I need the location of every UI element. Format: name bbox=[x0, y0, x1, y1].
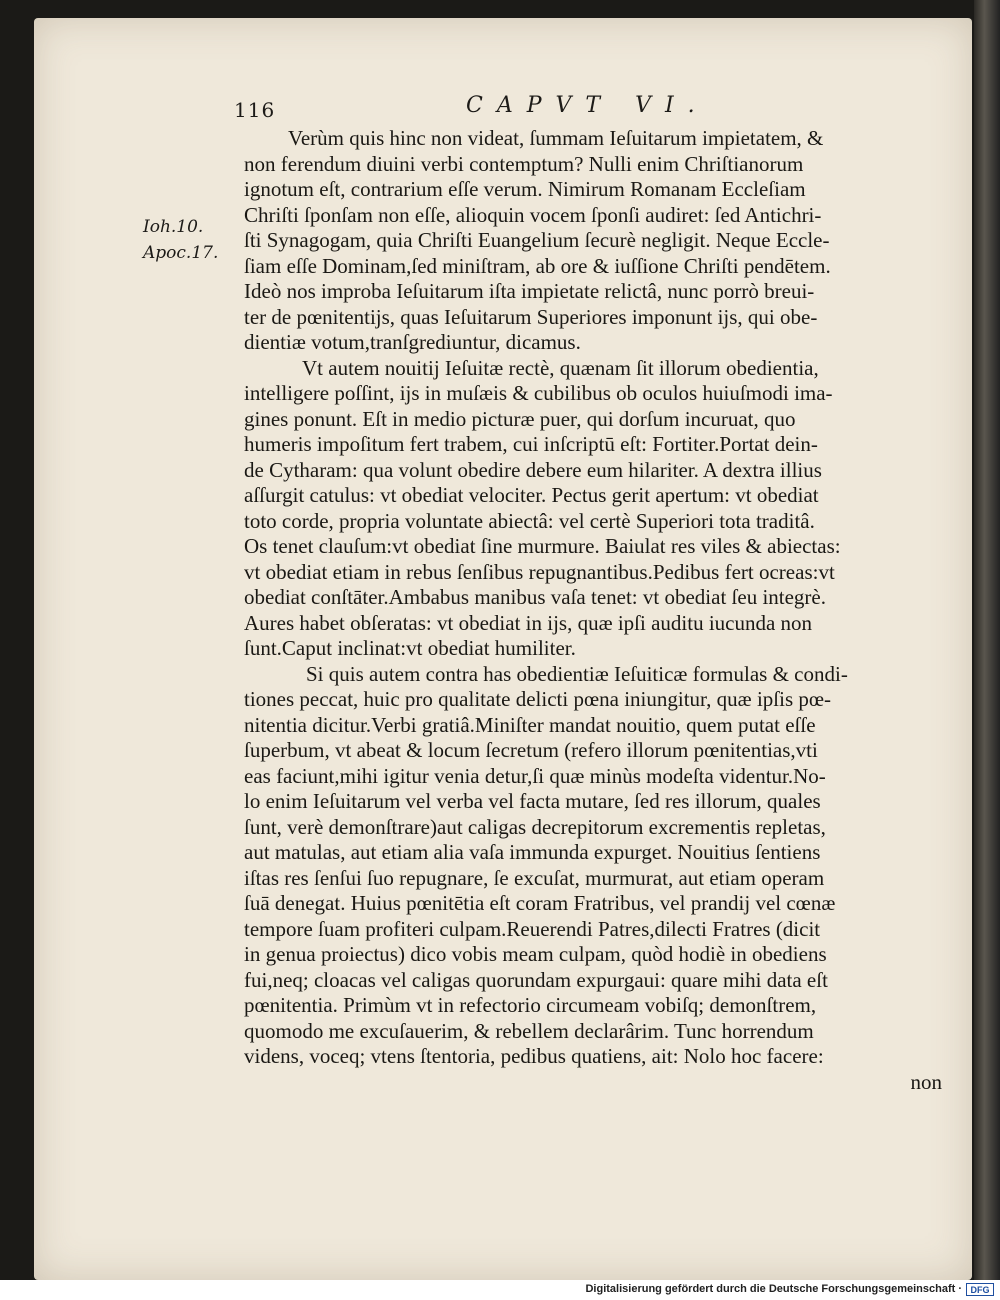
text-line: non ferendum diuini verbi contemptum? Nulli enim Chriſtianorum bbox=[244, 151, 804, 176]
text-line: gines ponunt. Eſt in medio picturæ puer, qui dorſum incuruat, quo bbox=[244, 406, 796, 431]
text-line: obediat conſtāter.Ambabus manibus vaſa tenet: vt obediat ſeu integrè. bbox=[244, 585, 826, 609]
text-line: ſti Synagogam, quia Chriſti Euangelium ſecurè negligit. Neque Eccle- bbox=[244, 228, 830, 252]
text-line: lo enim Ieſuitarum vel verba vel facta mutare, ſed res illorum, quales bbox=[244, 789, 821, 813]
dfg-logo: DFG bbox=[966, 1283, 994, 1296]
margin-note: Ioh.10. bbox=[143, 217, 204, 237]
running-head: CAPVT VI. bbox=[466, 93, 709, 118]
catchword: non bbox=[910, 1069, 942, 1094]
text-line: nitentia dicitur.Verbi gratiâ.Miniſter mandat nouitio, quem putat eſſe bbox=[244, 712, 816, 737]
text-line: quomodo me excuſauerim, & rebellem declarârim. Tunc horrendum bbox=[244, 1018, 814, 1043]
text-line: ſuperbum, vt abeat & locum ſecretum (refero illorum pœnitentias,vti bbox=[244, 738, 818, 762]
text-line: pœnitentia. Primùm vt in refectorio circumeam vobiſq; demonſtrem, bbox=[244, 993, 817, 1017]
text-line: Aures habet obſeratas: vt obediat in ijs, quæ ipſi auditu iucunda non bbox=[244, 610, 813, 635]
text-line: dientiæ votum,tranſgrediuntur, dicamus. bbox=[244, 330, 581, 354]
text-line: aſſurgit catulus: vt obediat velociter. Pectus gerit apertum: vt obediat bbox=[244, 483, 819, 507]
text-line: intelligere poſſint, ijs in muſæis & cubilibus ob oculos huiuſmodi ima- bbox=[244, 381, 833, 405]
text-line: iſtas res ſenſui ſuo repugnare, ſe excuſat, murmurat, aut etiam operam bbox=[244, 865, 825, 890]
margin-note: Apoc.17. bbox=[143, 243, 219, 263]
text-line: Chriſti ſponſam non eſſe, alioquin vocem ſponſi audiret: ſed Antichri- bbox=[244, 202, 822, 227]
text-line: Os tenet clauſum:vt obediat ſine murmure. Baiulat res viles & abiectas: bbox=[244, 534, 841, 558]
text-line: Vt autem nouitij Ieſuitæ rectè, quænam ſit illorum obedientia, bbox=[302, 355, 819, 380]
footer-bar bbox=[0, 1280, 1000, 1300]
body-text bbox=[244, 126, 942, 1095]
text-line: ter de pœnitentijs, quas Ieſuitarum Superiores imponunt ijs, qui obe- bbox=[244, 304, 818, 329]
text-line: aut matulas, aut etiam alia vaſa immunda expurget. Nouitius ſentiens bbox=[244, 840, 821, 864]
text-line: videns, voceq; vtens ſtentoria, pedibus quatiens, ait: Nolo hoc facere: bbox=[244, 1044, 824, 1068]
text-line: tiones peccat, huic pro qualitate delicti pœna iniungitur, quæ ipſis pœ- bbox=[244, 687, 832, 711]
text-line: ignotum eſt, contrarium eſſe verum. Nimirum Romanam Eccleſiam bbox=[244, 177, 806, 201]
text-line: Si quis autem contra has obedientiæ Ieſuiticæ formulas & condi- bbox=[306, 661, 848, 686]
book-edge bbox=[974, 0, 1000, 1280]
text-line: in genua proiectus) dico vobis meam culpam, quòd hodiè in obediens bbox=[244, 942, 827, 966]
text-line: ſunt, verè demonſtrare)aut caligas decrepitorum excrementis repletas, bbox=[244, 814, 826, 839]
text-line: ſunt.Caput inclinat:vt obediat humiliter. bbox=[244, 636, 576, 660]
text-line: tempore ſuam profiteri culpam.Reuerendi Patres,dilecti Fratres (dicit bbox=[244, 916, 821, 941]
text-line: toto corde, propria voluntate abiectâ: vel certè Superiori tota traditâ. bbox=[244, 508, 815, 533]
text-line: de Cytharam: qua volunt obedire debere eum hilariter. A dextra illius bbox=[244, 457, 822, 482]
text-line: eas faciunt,mihi igitur venia detur,ſi quæ minùs modeſta videntur.No- bbox=[244, 763, 826, 788]
text-line: fui,neq; cloacas vel caligas quorundam expurgaui: quare mihi data eſt bbox=[244, 967, 828, 992]
text-line: vt obediat etiam in rebus ſenſibus repugnantibus.Pedibus fert ocreas:vt bbox=[244, 559, 835, 584]
text-line: ſuā denegat. Huius pœnitētia eſt coram Fratribus, vel prandij vel cœnæ bbox=[244, 891, 836, 915]
funding-credit: Digitalisierung gefördert durch die Deutsche Forschungsgemeinschaft · bbox=[585, 1283, 962, 1295]
text-line: ſiam eſſe Dominam,ſed miniſtram, ab ore & iuſſione Chriſti pendētem. bbox=[244, 253, 831, 278]
text-line: Ideò nos improba Ieſuitarum iſta impietate relictâ, nunc porrò breui- bbox=[244, 279, 815, 303]
page-number: 116 bbox=[234, 98, 276, 122]
text-line: humeris impoſitum fert trabem, cui inſcriptū eſt: Fortiter.Portat dein- bbox=[244, 432, 818, 456]
text-line: Verùm quis hinc non videat, ſummam Ieſuitarum impietatem, & bbox=[288, 126, 824, 150]
